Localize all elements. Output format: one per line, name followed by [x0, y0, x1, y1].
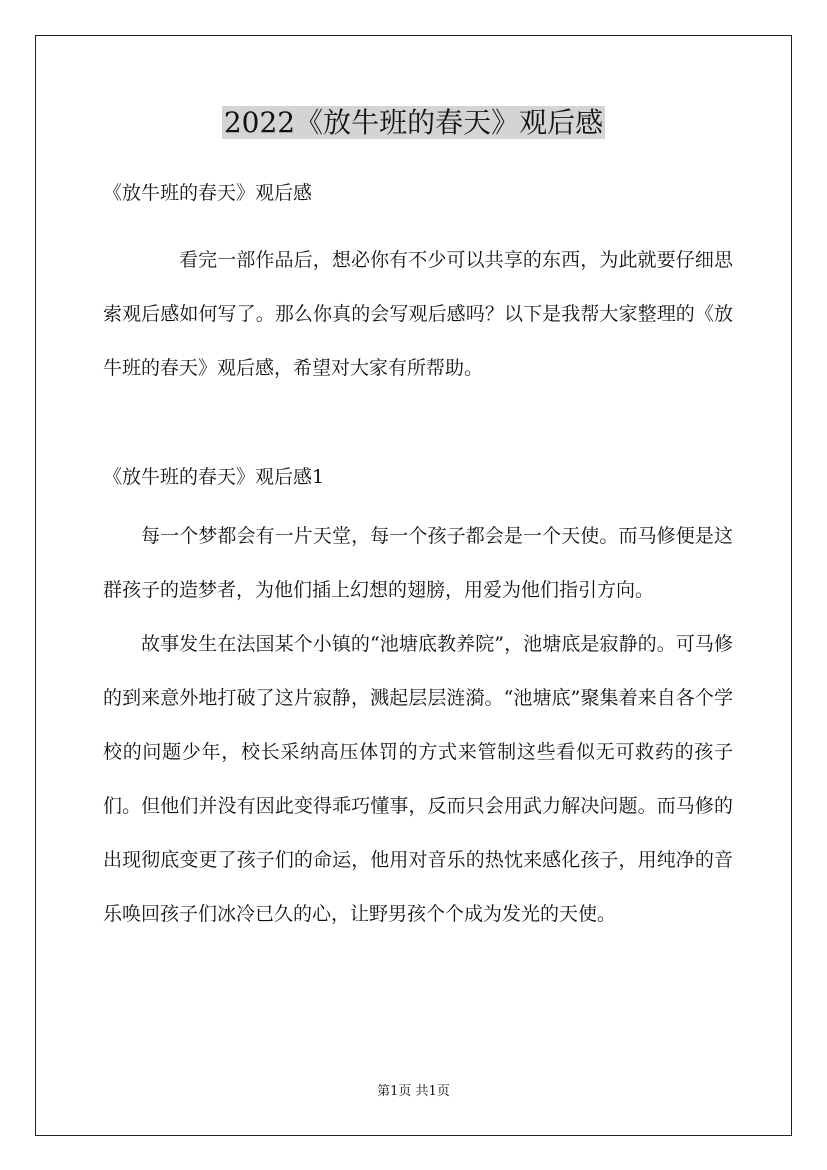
body-paragraph-1: 每一个梦都会有一片天堂，每一个孩子都会是一个天使。而马修便是这群孩子的造梦者，为他们插上幻想的翅膀，用爱为他们指引方向。 — [103, 525, 733, 601]
document-subtitle: 《放牛班的春天》观后感 — [103, 182, 313, 204]
document-title-container — [0, 100, 827, 146]
document-title: 2022《放牛班的春天》观后感 — [223, 106, 604, 139]
section-heading: 《放牛班的春天》观后感1 — [103, 466, 325, 488]
body-paragraph-2: 故事发生在法国某个小镇的“池塘底教养院”，池塘底是寂静的。可马修的到来意外地打破了这片寂静，溅起层层涟漪。“池塘底”聚集着来自各个学校的问题少年，校长采纳高压体罚的方式来管制这些看似无可救药的孩子们。但他们并没有因此变得乖巧懂事，反而只会用武力解决问题。而马修的出现彻底变更了孩子们的命运，他用对音乐的热忱来感化孩子，用纯净的音乐唤回孩子们冰冷已久的心，让野男孩个个成为发光的天使。 — [103, 633, 733, 925]
intro-paragraph: 看完一部作品后，想必你有不少可以共享的东西，为此就要仔细思索观后感如何写了。那么你真的会写观后感吗？以下是我帮大家整理的《放牛班的春天》观后感，希望对大家有所帮助。 — [103, 249, 733, 379]
document-body — [103, 175, 733, 941]
page-footer: 第1页 共1页 — [377, 1084, 450, 1099]
